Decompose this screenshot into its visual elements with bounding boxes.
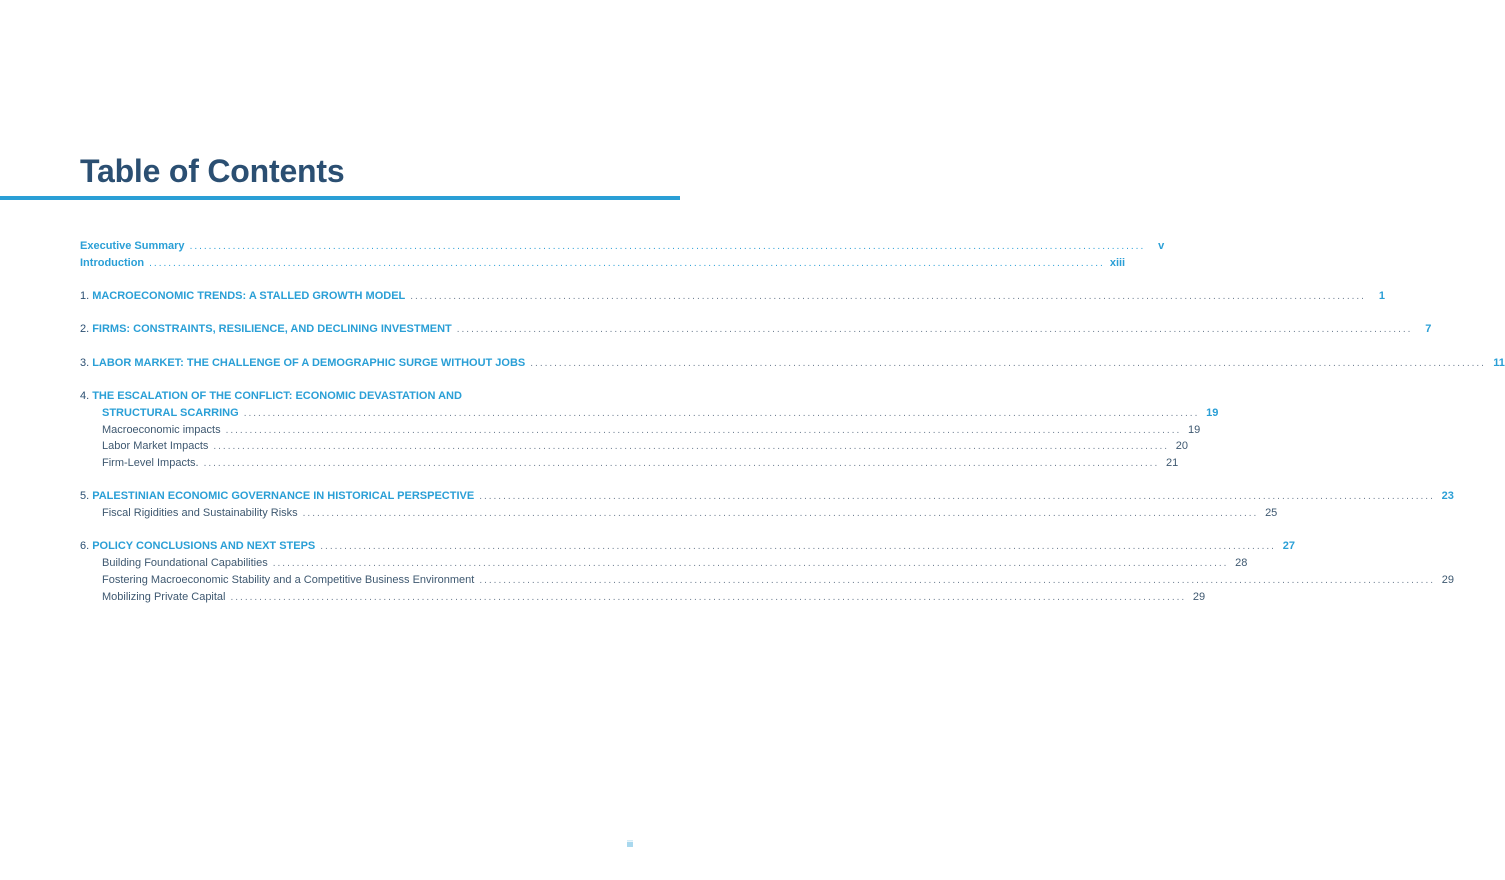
toc-entry-chapter-5[interactable] [80, 490, 1454, 506]
toc-entry-page: 7 [1425, 323, 1432, 335]
toc-chapter-number: 3. [80, 357, 90, 369]
dot-leader: ........................................................................................................................................................................................................ [530, 358, 1486, 369]
toc-entry-label: THE ESCALATION OF THE CONFLICT: ECONOMIC DEVASTATION AND [92, 390, 462, 402]
toc-entry-page: 1 [1378, 290, 1385, 302]
toc-entry-chapter-6[interactable] [80, 540, 1295, 556]
toc-entry-page: 23 [1441, 490, 1454, 502]
toc-entry-label: PALESTINIAN ECONOMIC GOVERNANCE IN HISTORICAL PERSPECTIVE [92, 490, 475, 502]
toc-entry-label: MACROECONOMIC TRENDS: A STALLED GROWTH MODEL [92, 290, 406, 302]
toc-entry-fiscal-rigidities[interactable] [102, 507, 1278, 523]
dot-leader: ........................................................................................................................................................................................................ [230, 592, 1187, 603]
toc-entry-page: 29 [1192, 591, 1206, 603]
toc-entry-page: 20 [1175, 440, 1189, 452]
page-number: iii [627, 839, 633, 849]
dot-leader: ........................................................................................................................................................................................................ [456, 324, 1413, 335]
toc-entry-fostering-macroeconomic-stability[interactable] [102, 574, 1455, 590]
toc-entry-page: 29 [1441, 574, 1455, 586]
toc-entry-firm-level-impacts[interactable] [102, 457, 1179, 473]
toc-entry-chapter-4-line2[interactable] [102, 407, 1219, 423]
dot-leader: ........................................................................................................................................................................................................ [320, 541, 1276, 552]
toc-entry-label: Executive Summary [80, 240, 185, 252]
toc-entry-executive-summary[interactable] [80, 240, 1165, 256]
dot-leader: ........................................................................................................................................................................................................ [189, 241, 1146, 252]
dot-leader: ........................................................................................................................................................................................................ [149, 258, 1105, 269]
toc-chapter-number: 2. [80, 323, 90, 335]
title-underline-rule [0, 196, 680, 200]
toc-entry-page: 21 [1166, 457, 1179, 469]
dot-leader: ........................................................................................................................................................................................................ [479, 575, 1436, 586]
toc-entry-label: POLICY CONCLUSIONS AND NEXT STEPS [92, 540, 316, 552]
toc-entry-label: STRUCTURAL SCARRING [102, 407, 239, 419]
dot-leader: ........................................................................................................................................................................................................ [272, 558, 1229, 569]
toc-entry-page: v [1158, 240, 1165, 252]
toc-entry-label: Mobilizing Private Capital [102, 591, 226, 603]
toc-entry-building-foundational-capabilities[interactable] [102, 557, 1248, 573]
toc-entry-page: xiii [1109, 257, 1126, 269]
toc-entry-page: 25 [1265, 507, 1278, 519]
toc-entry-macroeconomic-impacts[interactable] [102, 424, 1201, 440]
toc-entry-page: 19 [1206, 407, 1219, 419]
toc-entry-chapter-3[interactable] [80, 357, 1505, 373]
dot-leader: ........................................................................................................................................................................................................ [479, 491, 1435, 502]
dot-leader: ........................................................................................................................................................................................................ [302, 508, 1259, 519]
toc-entry-label: Labor Market Impacts [102, 440, 209, 452]
dot-leader: ........................................................................................................................................................................................................ [203, 458, 1160, 469]
toc-entry-label: Firm-Level Impacts. [102, 457, 199, 469]
dot-leader: ........................................................................................................................................................................................................ [243, 408, 1200, 419]
dot-leader: ........................................................................................................................................................................................................ [213, 441, 1170, 452]
toc-chapter-number: 5. [80, 490, 90, 502]
toc-entry-page: 11 [1493, 357, 1505, 369]
toc-entry-chapter-2[interactable] [80, 323, 1432, 339]
toc-entry-page: 27 [1282, 540, 1295, 552]
toc-entry-label: Macroeconomic impacts [102, 424, 221, 436]
toc-entry-label: Fiscal Rigidities and Sustainability Risks [102, 507, 298, 519]
toc-entry-chapter-1[interactable] [80, 290, 1385, 306]
toc-entry-mobilizing-private-capital[interactable] [102, 591, 1206, 607]
toc-chapter-number: 6. [80, 540, 90, 552]
toc-entry-label: LABOR MARKET: THE CHALLENGE OF A DEMOGRAPHIC SURGE WITHOUT JOBS [92, 357, 526, 369]
dot-leader: ........................................................................................................................................................................................................ [410, 291, 1366, 302]
toc-entry-chapter-4-line1[interactable] [80, 390, 620, 406]
page-title: Table of Contents [80, 153, 345, 189]
toc-entry-labor-market-impacts[interactable] [102, 440, 1189, 456]
toc-chapter-number: 4. [80, 390, 90, 402]
toc-entry-label: Building Foundational Capabilities [102, 557, 268, 569]
toc-entry-label: Fostering Macroeconomic Stability and a Competitive Business Environment [102, 574, 475, 586]
toc-entry-page: 28 [1235, 557, 1248, 569]
dot-leader: ........................................................................................................................................................................................................ [225, 425, 1182, 436]
toc-entry-label: Introduction [80, 257, 145, 269]
toc-entry-page: 19 [1188, 424, 1201, 436]
toc-entry-introduction[interactable] [80, 257, 1126, 273]
toc-chapter-number: 1. [80, 290, 90, 302]
toc-entry-label: FIRMS: CONSTRAINTS, RESILIENCE, AND DECLINING INVESTMENT [92, 323, 452, 335]
